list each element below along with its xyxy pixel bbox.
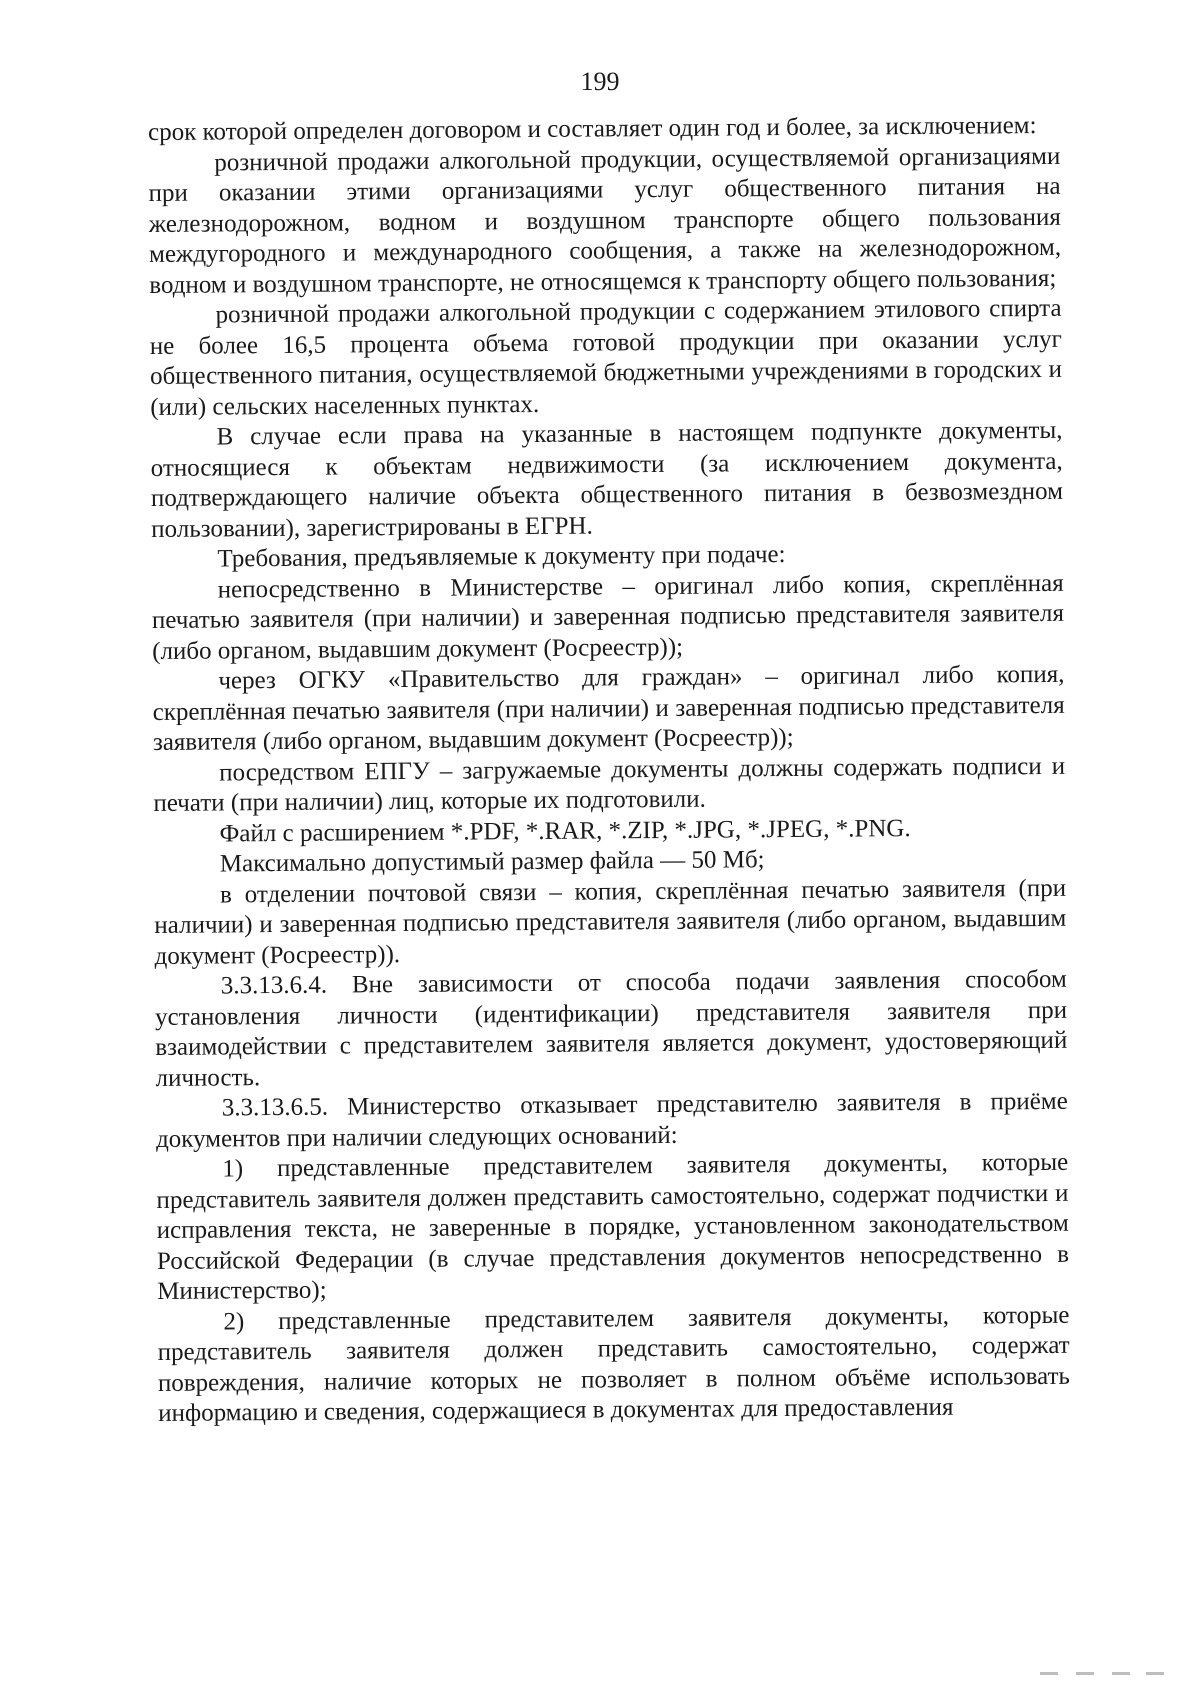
scan-mark bbox=[1040, 1672, 1058, 1675]
paragraph-file-extensions: Файл с расширением *.PDF, *.RAR, *.ZIP, *.JPG, *.JPEG, *.PNG. bbox=[219, 814, 911, 847]
paragraph-section-3-3-13-6-5: 3.3.13.6.5. Министерство отказывает представителю заявителя в приёме документов при наличии следующих оснований: bbox=[155, 1087, 1068, 1153]
paragraph-max-file-size: Максимально допустимый размер файла — 50 Мб; bbox=[219, 846, 765, 878]
scan-mark bbox=[1076, 1672, 1094, 1675]
paragraph-section-3-3-13-6-4: 3.3.13.6.4. Вне зависимости от способа подачи заявления способом установления личности (идентификации) представителя заявителя при взаимодействии с представителем заявителя является документ, удостоверяющий личность. bbox=[154, 965, 1068, 1092]
scan-edge-marks bbox=[1040, 1672, 1170, 1676]
paragraph-transport-catering: розничной продажи алкогольной продукции, осуществляемой организациями при оказании этими организациями услуг общественного питания на железнодорожном, водном и воздушном транспорте общего пользования междугородного и международного сообщения, а также на железнодорожном, водном и воздушном транспорте, не относящемся к транспорту общего пользования; bbox=[148, 142, 1062, 299]
paragraph-submission-requirements: Требования, предъявляемые к документу при подаче: bbox=[217, 541, 786, 573]
paragraph-term-exclusion: срок которой определен договором и составляет один год и более, за исключением: bbox=[148, 112, 1037, 146]
paragraph-budget-institutions: розничной продажи алкогольной продукции с содержанием этилового спирта не более 16,5 процента объема готовой продукции при оказании услуг общественного питания, осуществляемой бюджетными учреждениями в городских и (или) сельских населенных пунктах. bbox=[149, 294, 1063, 421]
paragraph-epgu-submission: посредством ЕПГУ – загружаемые документы должны содержать подписи и печати (при наличии) лиц, которые их подготовили. bbox=[153, 752, 1066, 817]
document-body bbox=[148, 111, 1070, 1430]
paragraph-refusal-ground-1: 1) представленные представителем заявителя документы, которые представитель заявителя должен представить самостоятельно, содержат подчистки и исправления текста, не заверенные в порядке, установленном законодательством Российской Федерации (в случае представления документов непосредственно в Министерство); bbox=[156, 1148, 1070, 1305]
paragraph-ministry-submission: непосредственно в Министерстве – оригинал либо копия, скреплённая печатью заявителя (при наличии) и заверенная подписью представителя заявителя (либо органом, выдавшим документ (Росреестр)); bbox=[151, 569, 1065, 665]
paragraph-ogku-submission: через ОГКУ «Правительство для граждан» – оригинал либо копия, скреплённая печатью заявителя (при наличии) и заверенная подписью представителя заявителя (либо органом, выдавшим документ (Росреестр)); bbox=[152, 660, 1065, 756]
paragraph-refusal-ground-2: 2) представленные представителем заявителя документы, которые представитель заявителя должен представить самостоятельно, содержат повреждения, наличие которых не позволяет в полном объёме использовать информацию и сведения, содержащиеся в документах для предоставления bbox=[157, 1301, 1071, 1427]
paragraph-post-office-submission: в отделении почтовой связи – копия, скреплённая печатью заявителя (при наличии) и заверенная подписью представителя заявителя (либо органом, выдавшим документ (Росреестр)). bbox=[154, 874, 1067, 970]
page-number: 199 bbox=[580, 67, 620, 96]
scan-mark bbox=[1112, 1672, 1130, 1675]
paragraph-egrn-registration: В случае если права на указанные в настоящем подпункте документы, относящиеся к объектам недвижимости (за исключением документа, подтверждающего наличие объекта общественного питания в безвозмездном пользовании), зарегистрированы в ЕГРН. bbox=[150, 416, 1064, 543]
scan-mark bbox=[1146, 1672, 1164, 1675]
